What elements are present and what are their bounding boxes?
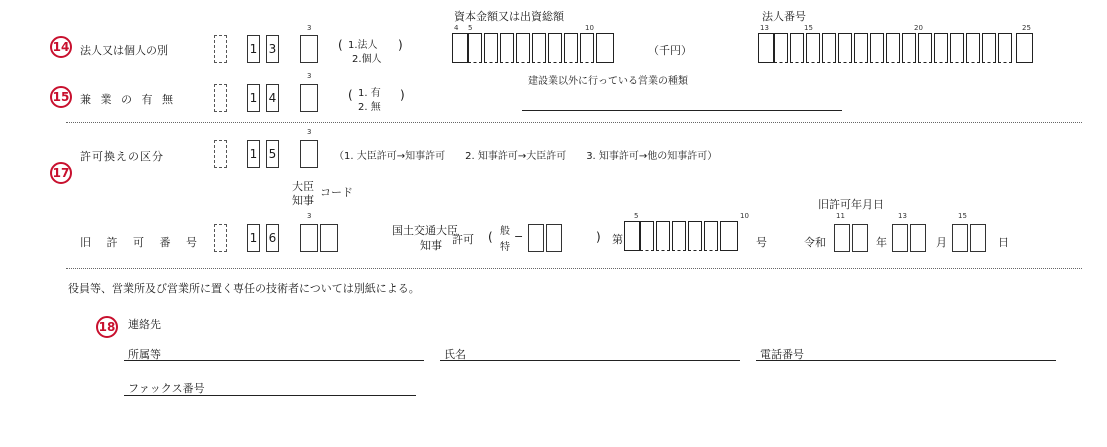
capital-tick-5: 5 — [468, 24, 473, 32]
permit-tick-10: 10 — [740, 212, 749, 220]
old-permit-code-2: 6 — [266, 224, 279, 252]
fax-line[interactable] — [124, 395, 416, 396]
capital-title: 資本金額又は出資総額 — [454, 10, 564, 23]
corp-digit-17[interactable] — [1016, 33, 1033, 63]
date-day-digit-2[interactable] — [970, 224, 986, 252]
old-permit-spacer-box — [214, 224, 227, 252]
corp-digit-5[interactable] — [822, 33, 836, 63]
corp-digit-11[interactable] — [918, 33, 932, 63]
permit-digit-4[interactable] — [672, 221, 686, 251]
item-15-paren-open: ( — [348, 88, 353, 102]
item-14-input[interactable] — [300, 35, 318, 63]
capital-digit-4[interactable] — [500, 33, 514, 63]
capital-digit-3[interactable] — [484, 33, 498, 63]
item-17-options: （1. 大臣許可→知事許可 2. 知事許可→大臣許可 3. 知事許可→他の知事許可） — [334, 151, 718, 162]
corp-tick-13: 13 — [760, 24, 769, 32]
tsuki-label: 月 — [936, 236, 947, 249]
contact-title: 連絡先 — [128, 318, 161, 331]
capital-tick-4: 4 — [454, 24, 459, 32]
corp-digit-16[interactable] — [998, 33, 1012, 63]
capital-digit-5[interactable] — [516, 33, 530, 63]
permit-digit-7[interactable] — [720, 221, 738, 251]
item-15-option-1: 1. 有 — [358, 88, 381, 99]
nen-label: 年 — [876, 236, 887, 249]
name-label: 氏名 — [444, 348, 466, 361]
item-15-tick: 3 — [307, 72, 312, 80]
affiliation-line[interactable] — [124, 360, 424, 361]
capital-digit-9[interactable] — [580, 33, 594, 63]
capital-digit-7[interactable] — [548, 33, 562, 63]
item-14-tick: 3 — [307, 24, 312, 32]
capital-digit-1[interactable] — [452, 33, 468, 63]
code-label: コード — [320, 186, 353, 199]
corp-digit-12[interactable] — [934, 33, 948, 63]
dash: − — [514, 230, 524, 243]
other-business-line[interactable] — [522, 110, 842, 111]
toku-label: 特 — [500, 242, 510, 253]
chiji2-label: 知事 — [420, 239, 442, 252]
corp-tick-20: 20 — [914, 24, 923, 32]
permit-digit-5[interactable] — [688, 221, 702, 251]
item-14-option-2: 2.個人 — [352, 54, 382, 65]
item-15-label: 兼 業 の 有 無 — [80, 93, 176, 106]
item-15-badge: 15 — [50, 86, 72, 108]
old-date-title: 旧許可年月日 — [818, 198, 884, 211]
old-permit-code-input[interactable] — [320, 224, 338, 252]
item-17-code-2: 5 — [266, 140, 279, 168]
phone-line[interactable] — [756, 360, 1056, 361]
reiwa-label: 令和 — [804, 236, 826, 249]
date-day-digit-1[interactable] — [952, 224, 968, 252]
item-14-paren-open: ( — [338, 38, 343, 52]
kyoka-type-digit-1[interactable] — [528, 224, 544, 252]
capital-tick-10: 10 — [585, 24, 594, 32]
permit-tick-5: 5 — [634, 212, 639, 220]
item-17-input[interactable] — [300, 140, 318, 168]
chiji-label: 知事 — [292, 194, 314, 207]
item-17-label: 許可換えの区分 — [80, 150, 164, 163]
old-permit-code-1: 1 — [247, 224, 260, 252]
corp-digit-8[interactable] — [870, 33, 884, 63]
capital-unit: （千円） — [648, 44, 692, 57]
kyoka-type-digit-2[interactable] — [546, 224, 562, 252]
corp-digit-6[interactable] — [838, 33, 852, 63]
item-14-badge: 14 — [50, 36, 72, 58]
date-tick-15: 15 — [958, 212, 967, 220]
item-14-spacer-box — [214, 35, 227, 63]
corp-digit-9[interactable] — [886, 33, 900, 63]
permit-digit-2[interactable] — [640, 221, 654, 251]
item-17-tick: 3 — [307, 128, 312, 136]
divider-2 — [66, 268, 1082, 269]
corp-tick-25: 25 — [1022, 24, 1031, 32]
corp-digit-10[interactable] — [902, 33, 916, 63]
date-month-digit-1[interactable] — [892, 224, 908, 252]
item-14-paren-close: ) — [398, 38, 403, 52]
phone-label: 電話番号 — [760, 348, 804, 361]
affiliation-label: 所属等 — [128, 348, 161, 361]
item-17-code-1: 1 — [247, 140, 260, 168]
fax-label: ファックス番号 — [128, 382, 205, 395]
corp-tick-15: 15 — [804, 24, 813, 32]
item-17-spacer-box — [214, 140, 227, 168]
go-label: 号 — [756, 236, 767, 249]
other-business-title: 建設業以外に行っている営業の種類 — [528, 76, 688, 87]
hi-label: 日 — [998, 236, 1009, 249]
old-permit-tick: 3 — [307, 212, 312, 220]
permit-digit-1[interactable] — [624, 221, 640, 251]
corp-digit-4[interactable] — [806, 33, 820, 63]
permit-digit-3[interactable] — [656, 221, 670, 251]
item-15-option-2: 2. 無 — [358, 102, 381, 113]
kokudo-label: 国土交通大臣 — [392, 224, 458, 237]
corp-digit-13[interactable] — [950, 33, 964, 63]
kyoka-label: 許可 — [452, 233, 474, 246]
divider-1 — [66, 122, 1082, 123]
item-15-code-2: 4 — [266, 84, 279, 112]
corp-digit-2[interactable] — [774, 33, 788, 63]
note-text: 役員等、営業所及び営業所に置く専任の技術者については別紙による。 — [68, 282, 420, 295]
old-permit-daijin-chiji-input[interactable] — [300, 224, 318, 252]
item-15-paren-close: ) — [400, 88, 405, 102]
name-line[interactable] — [440, 360, 740, 361]
corp-digit-14[interactable] — [966, 33, 980, 63]
dai-label: 第 — [612, 233, 623, 246]
date-tick-11: 11 — [836, 212, 845, 220]
capital-digit-6[interactable] — [532, 33, 546, 63]
item-15-input[interactable] — [300, 84, 318, 112]
item-14-code-2: 3 — [266, 35, 279, 63]
item-15-spacer-box — [214, 84, 227, 112]
date-month-digit-2[interactable] — [910, 224, 926, 252]
corp-digit-1[interactable] — [758, 33, 774, 63]
date-year-digit-1[interactable] — [834, 224, 850, 252]
daijin-label: 大臣 — [292, 180, 314, 193]
corp-digit-15[interactable] — [982, 33, 996, 63]
old-permit-label: 旧 許 可 番 号 — [80, 236, 203, 249]
han-label: 般 — [500, 226, 510, 237]
corp-digit-3[interactable] — [790, 33, 804, 63]
date-year-digit-2[interactable] — [852, 224, 868, 252]
item-17-badge: 17 — [50, 162, 72, 184]
date-tick-13: 13 — [898, 212, 907, 220]
item-18-badge: 18 — [96, 316, 118, 338]
kyoka-paren-close: ) — [596, 230, 601, 244]
capital-digit-10[interactable] — [596, 33, 614, 63]
item-15-code-1: 1 — [247, 84, 260, 112]
corp-number-title: 法人番号 — [762, 10, 806, 23]
kyoka-paren-open: ( — [488, 230, 493, 244]
item-14-option-1: 1.法人 — [348, 40, 378, 51]
permit-digit-6[interactable] — [704, 221, 718, 251]
item-14-label: 法人又は個人の別 — [80, 44, 168, 57]
item-14-code-1: 1 — [247, 35, 260, 63]
capital-digit-2[interactable] — [468, 33, 482, 63]
corp-digit-7[interactable] — [854, 33, 868, 63]
capital-digit-8[interactable] — [564, 33, 578, 63]
